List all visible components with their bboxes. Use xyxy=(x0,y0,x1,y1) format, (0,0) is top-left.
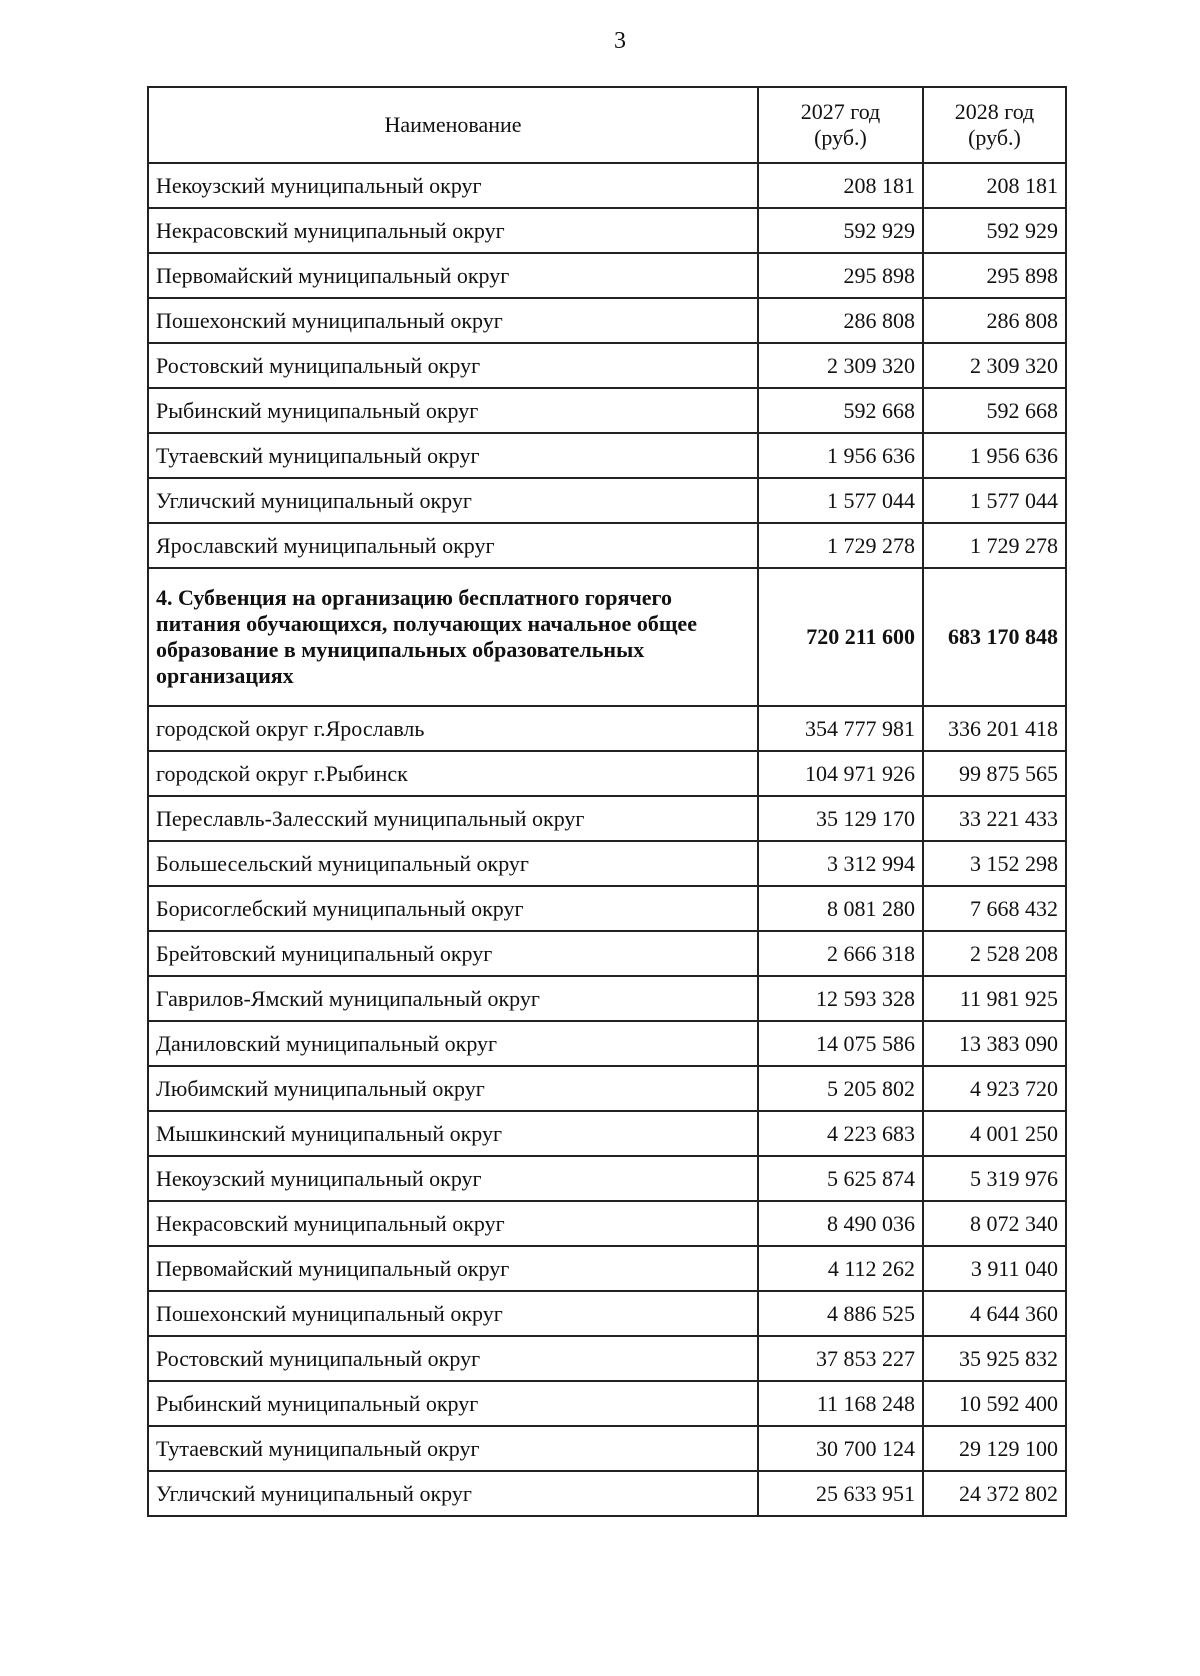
row-value-2028: 33 221 433 xyxy=(923,796,1066,841)
row-value-2028: 3 152 298 xyxy=(923,841,1066,886)
subsidy-table xyxy=(147,86,1067,1517)
table-row xyxy=(148,1471,1066,1516)
table-row xyxy=(148,1201,1066,1246)
row-value-2028: 4 923 720 xyxy=(923,1066,1066,1111)
table-row xyxy=(148,1291,1066,1336)
row-value-2027: 8 081 280 xyxy=(758,886,923,931)
table-row xyxy=(148,163,1066,208)
row-name: Тутаевский муниципальный округ xyxy=(148,433,758,478)
row-name: Пошехонский муниципальный округ xyxy=(148,298,758,343)
row-name: Пошехонский муниципальный округ xyxy=(148,1291,758,1336)
table-row xyxy=(148,253,1066,298)
row-value-2027: 286 808 xyxy=(758,298,923,343)
header-2028: 2028 год (руб.) xyxy=(923,87,1066,163)
row-value-2028: 336 201 418 xyxy=(923,706,1066,751)
row-value-2028: 7 668 432 xyxy=(923,886,1066,931)
row-name: Тутаевский муниципальный округ xyxy=(148,1426,758,1471)
row-name: Даниловский муниципальный округ xyxy=(148,1021,758,1066)
table-row xyxy=(148,433,1066,478)
row-name: Некоузский муниципальный округ xyxy=(148,1156,758,1201)
row-name: Некрасовский муниципальный округ xyxy=(148,1201,758,1246)
row-value-2027: 1 729 278 xyxy=(758,523,923,568)
page-number: 3 xyxy=(614,28,626,54)
table-row xyxy=(148,1066,1066,1111)
table-row xyxy=(148,343,1066,388)
table-row xyxy=(148,298,1066,343)
row-value-2028: 99 875 565 xyxy=(923,751,1066,796)
table-row xyxy=(148,931,1066,976)
header-2027: 2027 год (руб.) xyxy=(758,87,923,163)
row-value-2028: 3 911 040 xyxy=(923,1246,1066,1291)
row-value-2027: 14 075 586 xyxy=(758,1021,923,1066)
row-name: Ярославский муниципальный округ xyxy=(148,523,758,568)
row-value-2027: 5 625 874 xyxy=(758,1156,923,1201)
table-row xyxy=(148,976,1066,1021)
row-value-2027: 592 668 xyxy=(758,388,923,433)
table-row xyxy=(148,388,1066,433)
table-row xyxy=(148,1246,1066,1291)
table-row xyxy=(148,841,1066,886)
row-value-2027: 208 181 xyxy=(758,163,923,208)
table-row xyxy=(148,1381,1066,1426)
row-name: Угличский муниципальный округ xyxy=(148,478,758,523)
row-value-2027: 4 886 525 xyxy=(758,1291,923,1336)
row-value-2027: 104 971 926 xyxy=(758,751,923,796)
row-value-2027: 37 853 227 xyxy=(758,1336,923,1381)
row-value-2028: 2 528 208 xyxy=(923,931,1066,976)
table-row xyxy=(148,796,1066,841)
table-row xyxy=(148,1021,1066,1066)
row-value-2027: 1 577 044 xyxy=(758,478,923,523)
row-value-2028: 24 372 802 xyxy=(923,1471,1066,1516)
section-row xyxy=(148,568,1066,706)
row-name: Борисоглебский муниципальный округ xyxy=(148,886,758,931)
header-name: Наименование xyxy=(148,87,758,163)
row-value-2027: 30 700 124 xyxy=(758,1426,923,1471)
row-name: Рыбинский муниципальный округ xyxy=(148,388,758,433)
row-value-2028: 4 001 250 xyxy=(923,1111,1066,1156)
row-value-2028: 592 668 xyxy=(923,388,1066,433)
row-value-2027: 2 666 318 xyxy=(758,931,923,976)
row-value-2028: 1 729 278 xyxy=(923,523,1066,568)
row-name: городской округ г.Рыбинск xyxy=(148,751,758,796)
table-row xyxy=(148,523,1066,568)
row-name: Переславль-Залесский муниципальный округ xyxy=(148,796,758,841)
row-name: 4. Субвенция на организацию бесплатного горячего питания обучающихся, получающих начальное общее образование в муниципальных образовательных организациях xyxy=(148,568,758,706)
row-name: городской округ г.Ярославль xyxy=(148,706,758,751)
row-value-2027: 12 593 328 xyxy=(758,976,923,1021)
row-value-2027: 8 490 036 xyxy=(758,1201,923,1246)
row-name: Любимский муниципальный округ xyxy=(148,1066,758,1111)
row-name: Мышкинский муниципальный округ xyxy=(148,1111,758,1156)
table-row xyxy=(148,1426,1066,1471)
row-value-2027: 720 211 600 xyxy=(758,568,923,706)
table-row xyxy=(148,886,1066,931)
row-value-2028: 295 898 xyxy=(923,253,1066,298)
row-value-2028: 2 309 320 xyxy=(923,343,1066,388)
table-row xyxy=(148,1156,1066,1201)
table-header-row xyxy=(148,87,1066,163)
row-value-2028: 29 129 100 xyxy=(923,1426,1066,1471)
row-value-2027: 4 223 683 xyxy=(758,1111,923,1156)
row-value-2028: 10 592 400 xyxy=(923,1381,1066,1426)
row-value-2028: 11 981 925 xyxy=(923,976,1066,1021)
row-value-2028: 592 929 xyxy=(923,208,1066,253)
row-name: Ростовский муниципальный округ xyxy=(148,1336,758,1381)
table-row xyxy=(148,478,1066,523)
table-row xyxy=(148,706,1066,751)
row-value-2028: 208 181 xyxy=(923,163,1066,208)
table-row xyxy=(148,208,1066,253)
row-value-2028: 5 319 976 xyxy=(923,1156,1066,1201)
row-value-2027: 5 205 802 xyxy=(758,1066,923,1111)
row-value-2027: 11 168 248 xyxy=(758,1381,923,1426)
row-value-2027: 35 129 170 xyxy=(758,796,923,841)
row-value-2027: 3 312 994 xyxy=(758,841,923,886)
row-value-2028: 4 644 360 xyxy=(923,1291,1066,1336)
row-value-2028: 1 956 636 xyxy=(923,433,1066,478)
row-name: Ростовский муниципальный округ xyxy=(148,343,758,388)
row-value-2028: 35 925 832 xyxy=(923,1336,1066,1381)
table-row xyxy=(148,1336,1066,1381)
row-name: Некоузский муниципальный округ xyxy=(148,163,758,208)
row-value-2027: 592 929 xyxy=(758,208,923,253)
row-name: Гаврилов-Ямский муниципальный округ xyxy=(148,976,758,1021)
row-name: Первомайский муниципальный округ xyxy=(148,253,758,298)
row-value-2027: 295 898 xyxy=(758,253,923,298)
table-row xyxy=(148,751,1066,796)
row-value-2028: 8 072 340 xyxy=(923,1201,1066,1246)
row-value-2027: 1 956 636 xyxy=(758,433,923,478)
row-value-2028: 286 808 xyxy=(923,298,1066,343)
row-name: Рыбинский муниципальный округ xyxy=(148,1381,758,1426)
row-value-2028: 683 170 848 xyxy=(923,568,1066,706)
row-value-2027: 4 112 262 xyxy=(758,1246,923,1291)
row-value-2028: 1 577 044 xyxy=(923,478,1066,523)
row-value-2027: 25 633 951 xyxy=(758,1471,923,1516)
row-name: Угличский муниципальный округ xyxy=(148,1471,758,1516)
row-value-2027: 2 309 320 xyxy=(758,343,923,388)
table-row xyxy=(148,1111,1066,1156)
row-name: Некрасовский муниципальный округ xyxy=(148,208,758,253)
row-name: Брейтовский муниципальный округ xyxy=(148,931,758,976)
row-value-2027: 354 777 981 xyxy=(758,706,923,751)
row-name: Большесельский муниципальный округ xyxy=(148,841,758,886)
row-value-2028: 13 383 090 xyxy=(923,1021,1066,1066)
row-name: Первомайский муниципальный округ xyxy=(148,1246,758,1291)
